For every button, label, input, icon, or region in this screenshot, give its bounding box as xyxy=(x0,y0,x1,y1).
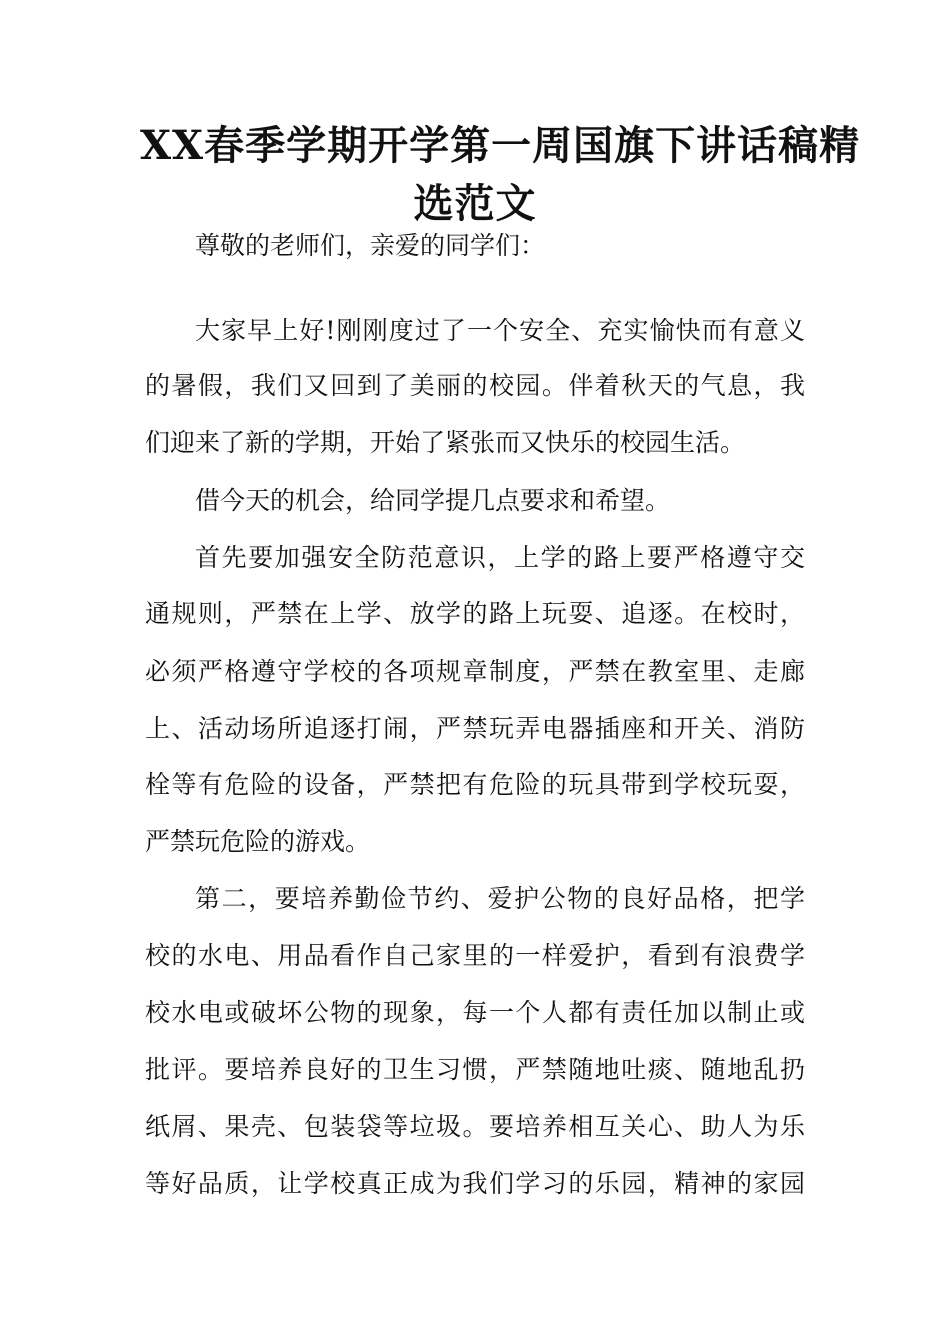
paragraph-line: 必须严格遵守学校的各项规章制度，严禁在教室里、走廊 xyxy=(145,657,805,686)
paragraph-line: 们迎来了新的学期，开始了紧张而又快乐的校园生活。 xyxy=(145,428,746,457)
paragraph-line: 校的水电、用品看作自己家里的一样爱护，看到有浪费学 xyxy=(145,941,805,970)
paragraph-line: 的暑假，我们又回到了美丽的校园。伴着秋天的气息，我 xyxy=(145,371,805,400)
document-title-line-1: XX春季学期开学第一周国旗下讲话稿精 xyxy=(140,122,861,169)
paragraph-line: 上、活动场所追逐打闹，严禁玩弄电器插座和开关、消防 xyxy=(145,714,805,743)
paragraph-line: 借今天的机会，给同学提几点要求和希望。 xyxy=(195,486,671,515)
paragraph-line: 第二，要培养勤俭节约、爱护公物的良好品格，把学 xyxy=(195,884,805,913)
paragraph-line: 大家早上好!刚刚度过了一个安全、充实愉快而有意义 xyxy=(195,316,805,345)
paragraph-line: 校水电或破坏公物的现象，每一个人都有责任加以制止或 xyxy=(145,998,805,1027)
paragraph-line: 首先要加强安全防范意识，上学的路上要严格遵守交 xyxy=(195,543,805,572)
paragraph-line: 纸屑、果壳、包装袋等垃圾。要培养相互关心、助人为乐 xyxy=(145,1112,805,1141)
paragraph-line: 通规则，严禁在上学、放学的路上玩耍、追逐。在校时， xyxy=(145,599,805,628)
document-title-line-2: 选范文 xyxy=(413,180,537,227)
paragraph-line: 批评。要培养良好的卫生习惯，严禁随地吐痰、随地乱扔 xyxy=(145,1055,805,1084)
paragraph-line: 等好品质，让学校真正成为我们学习的乐园，精神的家园 xyxy=(145,1169,805,1198)
paragraph-line: 栓等有危险的设备，严禁把有危险的玩具带到学校玩耍， xyxy=(145,770,805,799)
paragraph-line: 严禁玩危险的游戏。 xyxy=(145,827,371,856)
salutation: 尊敬的老师们，亲爱的同学们： xyxy=(195,231,546,260)
